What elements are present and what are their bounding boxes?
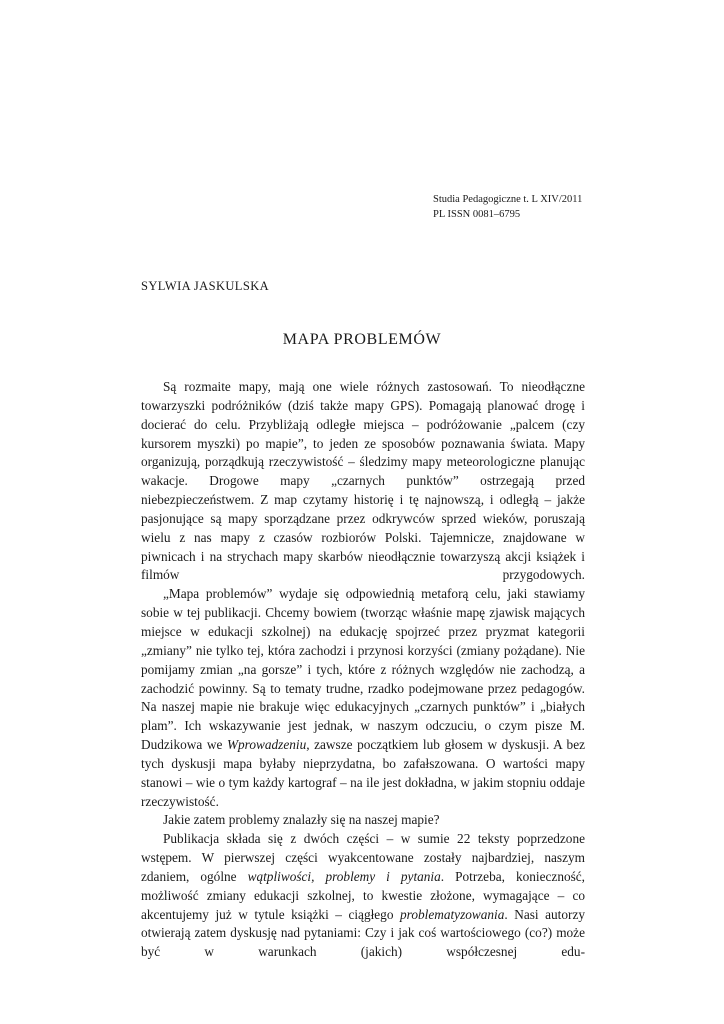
paragraph-text: zawsze początkiem lub głosem w dyskusji. A bez tych dyskusji mapa byłaby nieprzydatna, bo zafałszowana. O wartości mapy stanowi – wie o tym każdy kartograf – na ile jest dokładna, w jakim stopniu oddaje rzeczywistość. [141,737,585,809]
paragraph-2 [141,585,585,811]
author-name: SYLWIA JASKULSKA [141,279,270,293]
journal-header [433,192,582,222]
paragraph-text: Publikacja składa się z dwóch części – w sumie 22 teksty poprzedzone wstępem. W pierwszej części wyakcentowane zostały najbardziej, naszym zdaniem, ogólne [141,831,585,884]
italic-phrase: problematyzowania [400,906,505,922]
article-title: MAPA PROBLEMÓW [282,331,442,348]
paragraph-text: Są rozmaite mapy, mają one wiele różnych zastosowań. To nieodłączne towarzyszki podróżników (dziś także mapy GPS). Pomagają planować drogę i docierać do celu. Przybliżają odległe miejsca – podróżowanie „palcem (czy kursorem myszki) po mapie”, to jeden ze sposobów poznawania świata. Mapy organizują, porządkują rzeczywistość – śledzimy mapy meteorologiczne planując wakacje. Drogowe mapy „czarnych punktów” ostrzegają przed niebezpieczeństwem. Z map czytamy historię i tę najnowszą, i odległą – jakże pasjonujące są mapy sporządzane przez odkrywców sprzed wieków, poruszają wielu z nas mapy z czasów rozbiorów Polski. Tajemnicze, znajdowane w piwnicach i na strychach mapy skarbów nieodłącznie towarzyszą akcji książek i filmów przygodowych. [141,379,585,583]
paragraph-text: . Potrzeba, konieczność, możliwość zmiany edukacji szkolnej, to kwestie złożone, wymagające – co akcentujemy już w tytule książki – ciągłego [141,868,586,922]
paragraph-text: „Mapa problemów” wydaje się odpowiednią metaforą celu, jaki stawiamy sobie w tej publikacji. Chcemy bowiem (tworząc właśnie mapę zjawisk mających miejsce w edukacji szkolnej) na edukację spojrzeć przez pryzmat kategorii „zmiany” nie tylko tej, która zachodzi i przynosi korzyści (zmiany pożądane). Nie pomijamy zmian „na gorsze” i tych, które z różnych względów nie zachodzą, a zachodzić powinny. Są to tematy trudne, rzadko podejmowane przez pedagogów. Na naszej mapie nie brakuje więc edukacyjnych „czarnych punktów” i „białych plam”. Ich wskazywanie jest jednak, w naszym odczuciu, o czym pisze M. Dudzikowa we [141,586,585,753]
italic-phrase: wątpliwości, problemy i pytania [247,868,441,884]
journal-citation: Studia Pedagogiczne t. L XIV/2011 [433,194,583,205]
paragraph-4 [141,830,585,962]
issn-number: PL ISSN 0081–6795 [433,209,521,220]
paragraph-1 [141,378,585,585]
italic-reference: Wprowadzeniu, [226,737,310,753]
paragraph-3 [141,811,585,830]
paragraph-text: . Nasi autorzy otwierają zatem dyskusję nad pytaniami: Czy i jak coś wartościowego (co?) może być w warunkach (jakich) współczesnej edu- [141,906,585,960]
article-body [141,378,585,962]
paragraph-text: Jakie zatem problemy znalazły się na naszej mapie? [163,812,440,828]
